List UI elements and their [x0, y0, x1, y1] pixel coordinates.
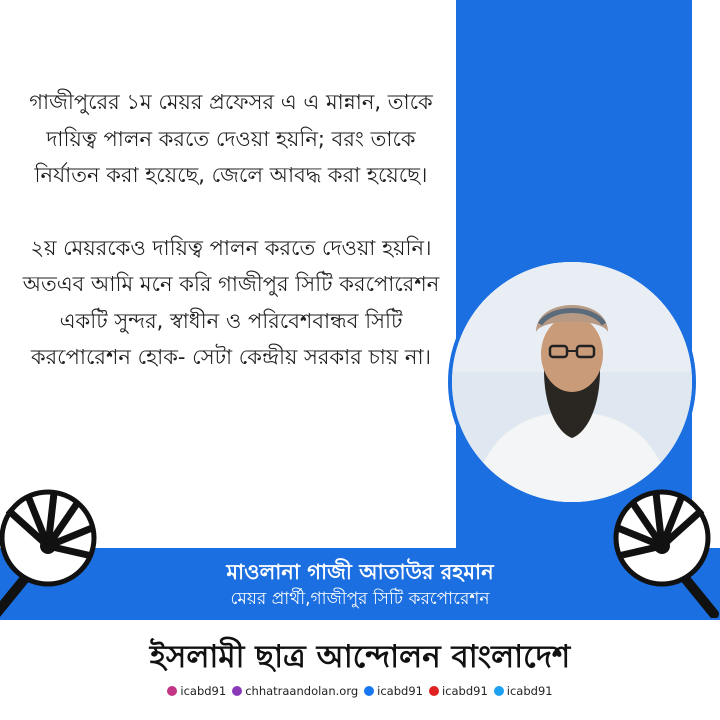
social-handle: icabd91	[441, 684, 488, 698]
instagram-icon	[167, 686, 177, 696]
quote-block	[22, 84, 440, 376]
speaker-title: মেয়র প্রার্থী,গাজীপুর সিটি করপোরেশন	[230, 589, 490, 609]
speaker-name: মাওলানা গাজী আতাউর রহমান	[226, 560, 494, 584]
facebook-icon	[364, 686, 374, 696]
twitter-icon	[494, 686, 504, 696]
social-link-3[interactable]	[429, 684, 488, 698]
social-link-4[interactable]	[494, 684, 553, 698]
social-handle: icabd91	[506, 684, 553, 698]
social-link-2[interactable]	[364, 684, 423, 698]
social-link-0[interactable]	[167, 684, 226, 698]
organization-name: ইসলামী ছাত্র আন্দোলন বাংলাদেশ	[149, 639, 571, 675]
social-handle: icabd91	[180, 684, 227, 698]
web-icon	[232, 686, 242, 696]
quote-paragraph-1: গাজীপুরের ১ম মেয়র প্রফেসর এ এ মান্নান, তাকে দায়িত্ব পালন করতে দেওয়া হয়নি; বরং তাকে নির্যাতন করা হয়েছে, জেলে আবদ্ধ করা হয়েছে।	[29, 90, 433, 187]
social-links	[0, 684, 720, 698]
hand-fan-icon	[612, 488, 720, 618]
social-handle: chhatraandolan.org	[245, 684, 359, 698]
hand-fan-icon	[0, 488, 98, 618]
youtube-icon	[429, 686, 439, 696]
social-link-1[interactable]	[232, 684, 358, 698]
speaker-photo	[448, 258, 696, 506]
social-handle: icabd91	[377, 684, 423, 698]
quote-paragraph-2: ২য় মেয়রকেও দায়িত্ব পালন করতে দেওয়া হয়নি। অতএব আমি মনে করি গাজীপুর সিটি করপোরেশন একটি সুন্দর, স্বাধীন ও পরিবেশবান্ধব সিটি করপোরেশন হোক- সেটা কেন্দ্রীয় সরকার চায় না।	[22, 235, 440, 369]
